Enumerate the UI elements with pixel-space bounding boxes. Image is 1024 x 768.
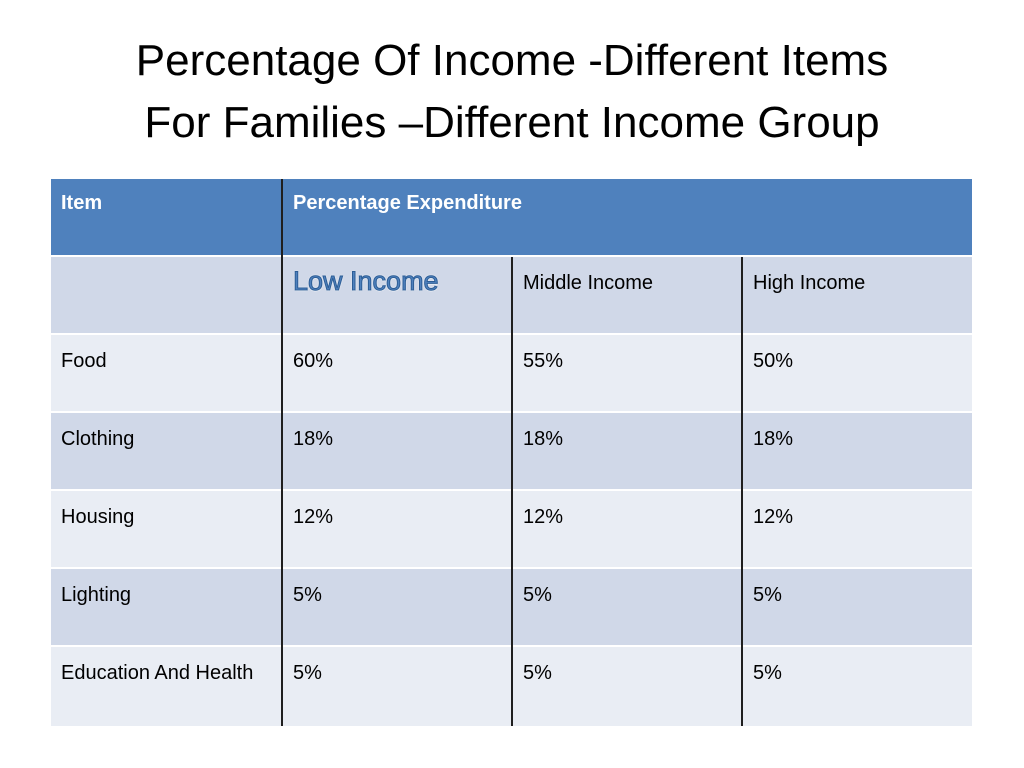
header-item: Item bbox=[51, 179, 282, 256]
subheader-high-income: High Income bbox=[742, 256, 972, 334]
row-low-income-value: 12% bbox=[282, 490, 512, 568]
row-low-income-value: 5% bbox=[282, 568, 512, 646]
row-item: Housing bbox=[51, 490, 282, 568]
row-middle-income-value: 5% bbox=[512, 646, 742, 726]
table-row bbox=[51, 490, 972, 568]
row-item: Clothing bbox=[51, 412, 282, 490]
row-high-income-value: 18% bbox=[742, 412, 972, 490]
row-low-income-value: 60% bbox=[282, 334, 512, 412]
slide-title-line-2: For Families –Different Income Group bbox=[144, 98, 880, 147]
header-percentage-expenditure: Percentage Expenditure bbox=[282, 179, 972, 256]
row-high-income-value: 5% bbox=[742, 568, 972, 646]
table-header-row bbox=[51, 179, 972, 256]
table-row bbox=[51, 334, 972, 412]
slide-title-line-1: Percentage Of Income -Different Items bbox=[135, 36, 889, 85]
row-item: Lighting bbox=[51, 568, 282, 646]
table-row bbox=[51, 568, 972, 646]
table-row bbox=[51, 412, 972, 490]
subheader-middle-income: Middle Income bbox=[512, 256, 742, 334]
row-item: Education And Health bbox=[51, 646, 282, 726]
subheader-low-income-cell bbox=[282, 256, 512, 334]
subheader-low-income: Low Income bbox=[293, 266, 439, 296]
row-high-income-value: 12% bbox=[742, 490, 972, 568]
row-low-income-value: 18% bbox=[282, 412, 512, 490]
row-middle-income-value: 55% bbox=[512, 334, 742, 412]
row-middle-income-value: 5% bbox=[512, 568, 742, 646]
table-row bbox=[51, 646, 972, 726]
income-expenditure-table bbox=[51, 179, 972, 726]
row-middle-income-value: 12% bbox=[512, 490, 742, 568]
row-middle-income-value: 18% bbox=[512, 412, 742, 490]
row-item: Food bbox=[51, 334, 282, 412]
table-subheader-row bbox=[51, 256, 972, 334]
subheader-blank-cell bbox=[51, 256, 282, 334]
row-high-income-value: 5% bbox=[742, 646, 972, 726]
row-low-income-value: 5% bbox=[282, 646, 512, 726]
row-high-income-value: 50% bbox=[742, 334, 972, 412]
slide-title bbox=[40, 30, 984, 154]
